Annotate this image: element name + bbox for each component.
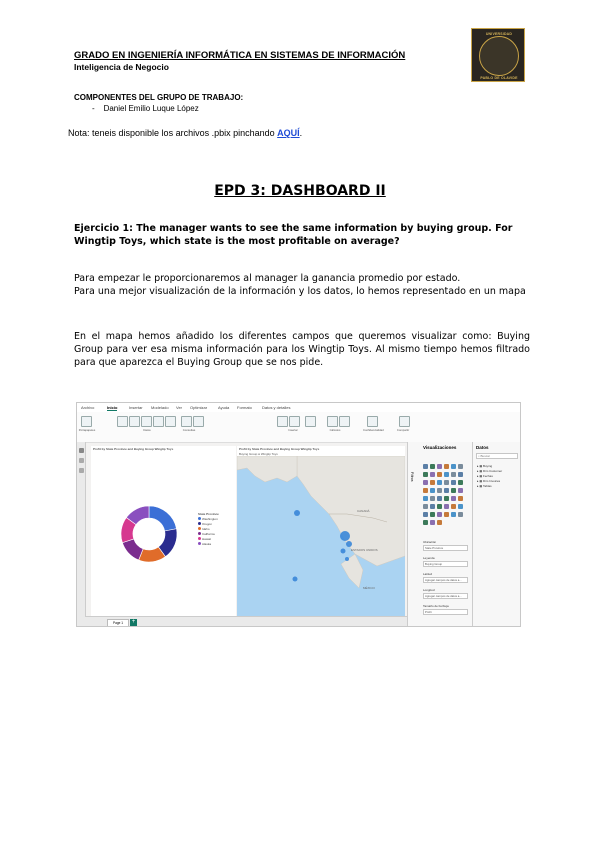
visual-type-icon[interactable]	[430, 464, 435, 469]
table-icon: ▸ ▦	[477, 464, 484, 468]
visual-type-icon[interactable]	[423, 504, 428, 509]
tab-archivo[interactable]: Archivo	[81, 405, 95, 410]
table-icon: ▸ ▦	[477, 474, 484, 478]
model-view-icon[interactable]	[79, 468, 84, 473]
table-icon: ▸ ▦	[477, 469, 484, 473]
map-visual[interactable]	[237, 446, 405, 616]
group-consultas: Consultas	[182, 428, 196, 432]
map-bubble[interactable]	[346, 541, 352, 547]
tab-insertar[interactable]: Insertar	[129, 405, 143, 410]
excel-icon[interactable]	[129, 416, 140, 427]
tab-modelado[interactable]: Modelado	[151, 405, 169, 410]
legend-dot-icon	[198, 542, 201, 545]
well-location[interactable]: State Province	[423, 545, 468, 551]
visual-type-icon[interactable]	[458, 512, 463, 517]
legend-label: Hawaii	[202, 537, 212, 541]
note-suffix: .	[299, 128, 303, 138]
visual-type-icon[interactable]	[423, 496, 428, 501]
visual-type-icon[interactable]	[451, 488, 456, 493]
visual-type-icon[interactable]	[458, 480, 463, 485]
map-canvas	[237, 456, 405, 616]
visual-type-icon[interactable]	[451, 512, 456, 517]
group-insertar: Insertar	[288, 428, 298, 432]
textbox-icon[interactable]	[289, 416, 300, 427]
pbix-link[interactable]: AQUÍ	[277, 128, 300, 138]
data-field-label: Tablas	[482, 484, 492, 488]
group-calculos: Cálculos	[329, 428, 341, 432]
visual-type-icon[interactable]	[437, 512, 442, 517]
legend-label: Oregon	[202, 522, 213, 526]
report-view-icon[interactable]	[79, 448, 84, 453]
map-bubble[interactable]	[293, 577, 298, 582]
visual-type-icon[interactable]	[451, 504, 456, 509]
well-label-2: Latitud	[423, 572, 433, 576]
recent-sources-icon[interactable]	[165, 416, 176, 427]
map-bubble[interactable]	[341, 549, 346, 554]
donut-legend	[198, 517, 218, 547]
visual-type-icon[interactable]	[444, 472, 449, 477]
map-legend: Buying Group ● Wingtip Toys	[239, 452, 278, 456]
data-pane	[473, 442, 521, 627]
visual-type-icon[interactable]	[437, 504, 442, 509]
well-longitude[interactable]: Agregar campos de datos a...	[423, 593, 468, 599]
tab-formato[interactable]: Formato	[237, 405, 252, 410]
map-title: Profit by State Province and Buying Group Wingtip Toys	[239, 447, 320, 451]
data-field-label: Dim Invoices	[483, 479, 501, 483]
data-field-label: Buying	[483, 464, 493, 468]
donut-slice-washington[interactable]	[149, 506, 177, 531]
visual-type-icon[interactable]	[444, 464, 449, 469]
map-label-canada: CANADÁ	[357, 509, 370, 513]
visual-type-icon[interactable]	[444, 480, 449, 485]
group-title: COMPONENTES DEL GRUPO DE TRABAJO:	[74, 93, 244, 102]
exercise-statement: Ejercicio 1: The manager wants to see the same information by buying group. For Wingtip Toys, which state is the most profitable on average?	[74, 223, 513, 247]
sql-icon[interactable]	[141, 416, 152, 427]
table-icon: ▸ ▦	[477, 484, 483, 488]
visual-type-icon[interactable]	[423, 472, 428, 477]
legend-label: Alaska	[202, 542, 212, 546]
bullet: -	[92, 104, 95, 113]
new-visual-icon[interactable]	[277, 416, 288, 427]
filters-label: Filtros	[410, 472, 414, 482]
well-label-4: Tamaño de burbuja	[423, 604, 449, 608]
legend-dot-icon	[198, 537, 201, 540]
visual-type-icon[interactable]	[430, 504, 435, 509]
map-bubble[interactable]	[340, 531, 350, 541]
visual-type-icon[interactable]	[451, 464, 456, 469]
legend-label: Washington	[202, 517, 218, 521]
legend-dot-icon	[198, 532, 201, 535]
paste-icon[interactable]	[81, 416, 92, 427]
search-icon: ⌕	[478, 454, 480, 458]
publish-icon[interactable]	[399, 416, 410, 427]
group-confidencialidad: Confidencialidad	[363, 428, 384, 432]
visual-type-icon[interactable]	[444, 488, 449, 493]
donut-visual[interactable]	[91, 446, 236, 616]
group-compartir: Compartir	[396, 428, 410, 432]
logo-seal-icon	[479, 36, 519, 76]
visual-type-icon[interactable]	[451, 472, 456, 477]
visual-type-icon[interactable]	[437, 496, 442, 501]
visual-type-icon[interactable]	[437, 472, 442, 477]
donut-slice-california[interactable]	[122, 539, 143, 560]
get-data-icon[interactable]	[117, 416, 128, 427]
visual-type-icon[interactable]	[458, 504, 463, 509]
visual-type-icon[interactable]	[423, 464, 428, 469]
search-placeholder: Buscar	[480, 454, 490, 458]
more-visuals-icon[interactable]	[305, 416, 316, 427]
add-page-button[interactable]: +	[131, 619, 136, 625]
logo-bottom-text: PABLO DE OLAVIDE	[480, 76, 518, 80]
visual-type-icon[interactable]	[430, 488, 435, 493]
ribbon	[77, 412, 520, 443]
data-title: Datos	[476, 445, 489, 450]
visual-type-icon[interactable]	[451, 496, 456, 501]
donut-title: Profit by State Province and Buying Group Wingtip Toys	[93, 447, 174, 451]
table-view-icon[interactable]	[79, 458, 84, 463]
note	[68, 128, 302, 138]
visual-type-icon[interactable]	[444, 496, 449, 501]
data-field-label: Dim Customer	[483, 469, 503, 473]
visual-type-icon[interactable]	[458, 472, 463, 477]
visualizations-title: Visualizaciones	[423, 445, 457, 450]
university-logo	[471, 28, 525, 82]
quick-measure-icon[interactable]	[339, 416, 350, 427]
visual-type-icon[interactable]	[458, 488, 463, 493]
legend-label: California	[202, 532, 215, 536]
visual-type-icon[interactable]	[437, 520, 442, 525]
visual-type-icon[interactable]	[423, 520, 428, 525]
visual-type-icon[interactable]	[430, 496, 435, 501]
logo-top-text: UNIVERSIDAD	[485, 32, 513, 36]
legend-title: State Province	[198, 512, 219, 516]
visual-type-icon[interactable]	[430, 472, 435, 477]
visualizations-pane	[420, 442, 473, 627]
well-label-3: Longitud	[423, 588, 435, 592]
refresh-icon[interactable]	[193, 416, 204, 427]
transform-icon[interactable]	[181, 416, 192, 427]
member-name: Daniel Emilio Luque López	[103, 104, 199, 113]
group-datos: Datos	[143, 428, 151, 432]
visual-type-icon[interactable]	[437, 480, 442, 485]
visual-type-icon[interactable]	[458, 464, 463, 469]
legend-dot-icon	[198, 527, 201, 530]
tab-optimizar[interactable]: Optimizar	[190, 405, 208, 410]
degree-title: GRADO EN INGENIERÍA INFORMÁTICA EN SISTEMAS DE INFORMACIÓN	[74, 50, 406, 61]
page-tab-1[interactable]: Page 1	[107, 619, 129, 627]
view-switcher	[77, 442, 86, 627]
visual-type-icon[interactable]	[423, 488, 428, 493]
visual-type-icon[interactable]	[423, 512, 428, 517]
visual-type-icon[interactable]	[437, 488, 442, 493]
well-bubble-size[interactable]: Profit	[423, 609, 468, 615]
legend-dot-icon	[198, 522, 201, 525]
visual-type-icon[interactable]	[444, 512, 449, 517]
tab-inicio[interactable]: Inicio	[107, 405, 118, 410]
data-search-input[interactable]	[476, 453, 518, 459]
sensitivity-icon[interactable]	[367, 416, 378, 427]
map-label-usa: ESTADOS UNIDOS	[351, 548, 378, 552]
visual-type-icon[interactable]	[430, 480, 435, 485]
data-fields-list	[477, 464, 502, 489]
filters-pane[interactable]	[407, 442, 421, 627]
map-label-mexico: MÉXICO	[363, 586, 375, 590]
legend-dot-icon	[198, 517, 201, 520]
legend-label: Idaho	[202, 527, 210, 531]
subject-title: Inteligencia de Negocio	[74, 62, 169, 72]
tab-datos-detalles[interactable]: Datos y detalles	[262, 405, 291, 410]
visual-type-icon[interactable]	[430, 520, 435, 525]
well-latitude[interactable]: Agregar campos de datos a...	[423, 577, 468, 583]
visual-type-icon[interactable]	[458, 496, 463, 501]
group-member	[92, 104, 199, 113]
legend-item[interactable]	[198, 542, 218, 547]
group-portapapeles: Portapapeles	[78, 428, 96, 432]
map-bubble[interactable]	[294, 510, 300, 516]
dataverse-icon[interactable]	[153, 416, 164, 427]
well-label-1: Leyenda	[423, 556, 435, 560]
new-measure-icon[interactable]	[327, 416, 338, 427]
visual-type-icon[interactable]	[430, 512, 435, 517]
map-bubble[interactable]	[345, 557, 349, 561]
tab-ayuda[interactable]: Ayuda	[218, 405, 230, 410]
note-prefix: Nota: teneis disponible los archivos .pbix pinchando	[68, 128, 278, 138]
data-field-label: Fechas	[483, 474, 493, 478]
visual-type-icon[interactable]	[437, 464, 442, 469]
well-label-0: Ubicación	[423, 540, 437, 544]
paragraph-intro: Para empezar le proporcionaremos al manager la ganancia promedio por estado. Para una mejor visualización de la información y los datos, lo hemos representado en un mapa	[74, 273, 526, 297]
table-icon: ▸ ▦	[477, 479, 484, 483]
well-legend[interactable]: Buying Group	[423, 561, 468, 567]
visual-type-icon[interactable]	[444, 504, 449, 509]
page-tabs-bar	[85, 616, 407, 627]
page-title: EPD 3: DASHBOARD II	[214, 183, 386, 199]
tab-ver[interactable]: Ver	[176, 405, 183, 410]
data-field-item[interactable]	[477, 484, 502, 489]
powerbi-screenshot	[76, 402, 521, 627]
visual-type-icon[interactable]	[423, 480, 428, 485]
paragraph-map: En el mapa hemos añadido los diferentes campos que queremos visualizar como: Buying Group para ver esa misma información para los Wingtip Toys. Al mismo tiempo hemos filtrado para que aparezca el Buying Group que se nos pide.	[74, 331, 530, 368]
visual-type-icon[interactable]	[451, 480, 456, 485]
